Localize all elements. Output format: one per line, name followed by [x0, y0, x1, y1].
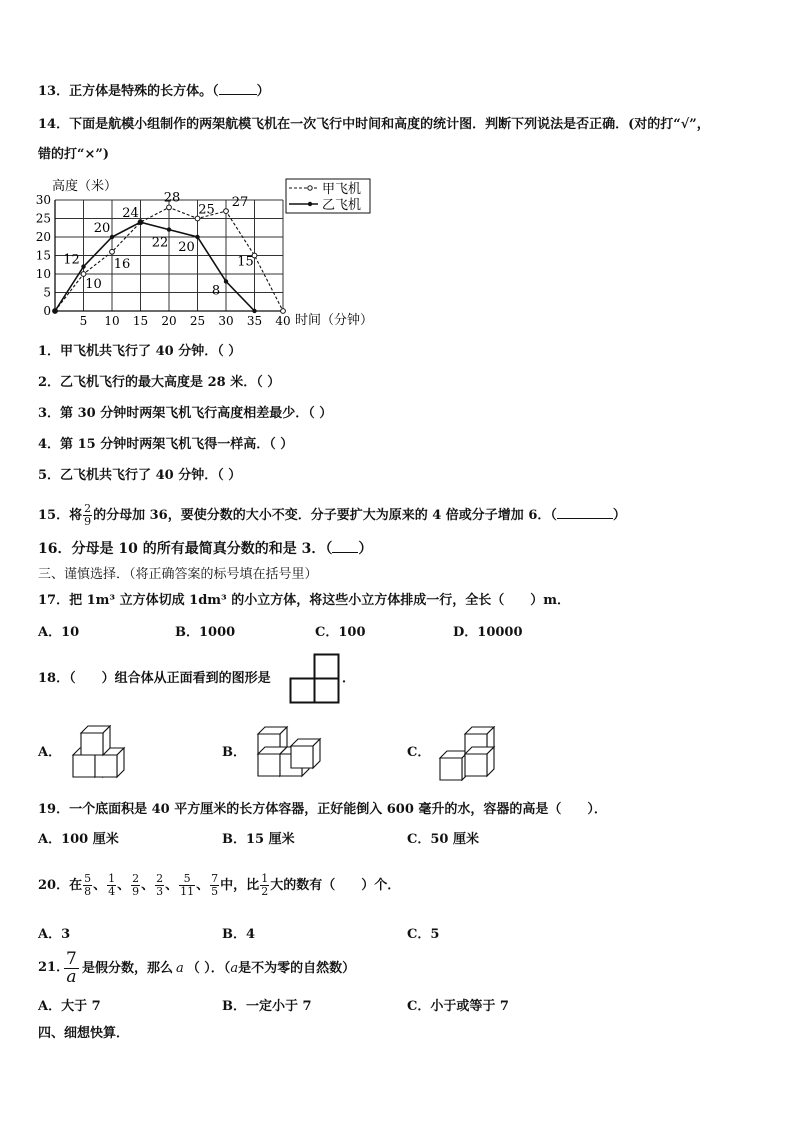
data-point [252, 309, 256, 313]
q21-paren: （ ）．（ [186, 961, 231, 976]
data-point [53, 309, 57, 313]
answer-blank[interactable] [219, 94, 257, 95]
front-view-figure [289, 653, 341, 705]
data-label: 25 [198, 202, 215, 218]
y-tick-label: 5 [43, 285, 51, 300]
legend-marker [308, 186, 312, 190]
fraction-denominator: 8 [84, 885, 92, 898]
flight-chart [30, 172, 390, 332]
q20-option-b[interactable]: B．4 [222, 927, 256, 942]
q21-option-c[interactable]: C．小于或等于 7 [407, 999, 509, 1014]
fraction-denominator: 11 [180, 885, 195, 898]
cube [291, 739, 320, 768]
y-tick-label: 10 [35, 267, 51, 281]
fraction [131, 873, 140, 898]
fraction [107, 873, 116, 898]
separator: 、 [93, 878, 107, 893]
q17-option-a[interactable]: A．10 [38, 625, 80, 640]
q21-pre: 是假分数，那么 [82, 961, 174, 976]
cube-figure-b [256, 726, 322, 778]
fraction-numerator: 1 [261, 872, 269, 885]
fraction-denominator: 2 [261, 885, 269, 898]
q19-option-c[interactable]: C．50 厘米 [407, 832, 479, 847]
question-14-line1: 14．下面是航模小组制作的两架航模飞机在一次飞行中时间和高度的统计图．判断下列说法是否正确．(对的打“√”， [38, 117, 710, 132]
fraction-denominator: 9 [84, 515, 92, 528]
data-point [110, 235, 114, 239]
fraction [179, 873, 195, 898]
cube [465, 747, 494, 776]
cube-figure-c [438, 726, 500, 782]
question-13-close: ） [256, 84, 270, 99]
data-label: 24 [122, 206, 139, 222]
fraction-numerator: 7 [211, 872, 219, 885]
q14-item-1: 1．甲飞机共飞行了 40 分钟．（ ） [38, 344, 242, 359]
q20-post: 大的数有（ ）个． [270, 878, 401, 893]
fraction-numerator: 7 [66, 949, 77, 969]
x-tick-label: 15 [132, 314, 149, 328]
q18-option-b[interactable]: B． [222, 745, 246, 760]
fraction-denominator: 5 [211, 885, 219, 898]
fraction-numerator: 2 [132, 872, 140, 885]
data-label: 28 [163, 190, 181, 206]
q19-option-b[interactable]: B．15 厘米 [222, 832, 295, 847]
fraction-numerator: 5 [179, 873, 195, 886]
q20-pre: 20．在 [38, 878, 83, 893]
data-point [195, 235, 199, 239]
separator: 、 [117, 878, 131, 893]
q16-text: 16．分母是 10 的所有最简真分数的和是 3．（ [38, 541, 333, 557]
y-tick-label: 20 [35, 230, 51, 244]
answer-blank[interactable] [557, 518, 613, 519]
fraction [260, 873, 269, 898]
cube [81, 726, 110, 755]
x-tick-label: 30 [218, 314, 234, 328]
data-label: 10 [85, 277, 102, 292]
q17-option-c[interactable]: C．100 [315, 625, 366, 640]
data-label: 8 [211, 283, 221, 299]
question-13 [38, 84, 270, 100]
y-tick-label: 15 [35, 248, 51, 263]
data-point [110, 249, 115, 254]
data-point [224, 279, 228, 283]
q15-post: 的分母加 36，要使分数的大小不变．分子要扩大为原来的 4 倍或分子增加 6．（ [93, 508, 557, 523]
section-4-heading: 四、细想快算． [38, 1026, 130, 1041]
q17-option-d[interactable]: D．10000 [453, 625, 523, 640]
data-label: 15 [237, 254, 254, 270]
y-axis-label: 高度（米） [52, 179, 118, 194]
data-label: 27 [231, 195, 249, 211]
x-axis-label: 时间（分钟） [295, 313, 374, 328]
legend-label: 甲飞机 [322, 182, 362, 197]
separator: 、 [165, 878, 179, 893]
x-tick-label: 25 [189, 314, 206, 328]
fraction [83, 503, 92, 528]
x-tick-label: 10 [104, 314, 120, 328]
data-point [224, 209, 229, 214]
fraction-numerator: 2 [84, 502, 92, 515]
question-19: 19．一个底面积是 40 平方厘米的长方体容器，正好能倒入 600 毫升的水，容器的高是（ ）． [38, 802, 607, 817]
y-tick-label: 25 [35, 211, 51, 226]
x-tick-label: 20 [161, 314, 177, 328]
q21-number: 21． [38, 960, 70, 975]
question-17: 17．把 1m³ 立方体切成 1dm³ 的小立方体，将这些小立方体排成一行，全长（ ）m． [38, 593, 571, 608]
fraction [83, 873, 92, 898]
data-point [167, 205, 172, 210]
q20-fraction-list [82, 872, 220, 898]
y-tick-label: 0 [43, 304, 51, 318]
data-label: 22 [151, 235, 169, 251]
question-13-text: 13．正方体是特殊的长方体。（ [38, 84, 219, 99]
q20-option-a[interactable]: A．3 [38, 927, 71, 942]
fraction-denominator: a [66, 967, 77, 987]
q17-option-b[interactable]: B．1000 [175, 625, 236, 640]
q15-pre: 15．将 [38, 508, 83, 523]
x-tick-label: 35 [246, 314, 263, 328]
data-label: 20 [93, 221, 111, 236]
x-tick-label: 5 [79, 314, 88, 328]
data-point [138, 220, 142, 224]
fraction-numerator: 2 [156, 872, 164, 885]
legend-marker [308, 202, 312, 206]
separator: 、 [196, 878, 210, 893]
q21-option-a[interactable]: A．大于 7 [38, 999, 101, 1014]
chart-legend [286, 179, 370, 213]
q14-item-4: 4．第 15 分钟时两架飞机飞得一样高．（ ） [38, 437, 294, 452]
x-tick-label: 40 [275, 314, 291, 328]
q14-item-2: 2．乙飞机飞行的最大高度是 28 米．（ ） [38, 375, 281, 390]
answer-blank[interactable] [332, 552, 358, 553]
legend-label: 乙飞机 [322, 198, 362, 213]
q20-option-c[interactable]: C．5 [407, 927, 440, 942]
fraction [155, 873, 164, 898]
question-14-line2: 错的打“×”) [38, 147, 109, 162]
q21-option-b[interactable]: B．一定小于 7 [222, 999, 312, 1014]
q18-option-c[interactable]: C． [407, 745, 431, 760]
question-15 [38, 503, 626, 528]
fraction [210, 873, 219, 898]
fraction-denominator: 4 [108, 885, 116, 898]
question-16 [38, 541, 372, 557]
q15-close: ） [612, 508, 626, 523]
fraction-denominator: 3 [156, 885, 164, 898]
cube-figure-a [70, 722, 132, 780]
data-point [281, 309, 286, 314]
fraction-numerator: 5 [84, 872, 92, 885]
data-label: 16 [113, 256, 131, 272]
q21-variable: a [230, 961, 239, 976]
y-tick-label: 30 [35, 193, 51, 207]
q21-post: 是不为零的自然数） [238, 961, 356, 976]
data-point [81, 272, 86, 277]
q20-mid: 中，比 [220, 878, 260, 893]
question-21 [82, 961, 355, 977]
data-label: 12 [63, 252, 80, 268]
data-point [81, 264, 85, 268]
q21-fraction [64, 951, 79, 986]
q16-close: ） [358, 541, 373, 557]
question-20 [38, 869, 400, 903]
q21-variable: a [176, 961, 184, 976]
q14-item-5: 5．乙飞机共飞行了 40 分钟．（ ） [38, 468, 242, 483]
separator: 、 [141, 878, 155, 893]
section-3-heading: 三、谨慎选择．（将正确答案的标号填在括号里） [38, 567, 318, 582]
q14-item-3: 3．第 30 分钟时两架飞机飞行高度相差最少．（ ） [38, 406, 333, 421]
q18-end: ． [342, 671, 356, 686]
fraction-denominator: 9 [132, 885, 140, 898]
data-point [167, 227, 171, 231]
q18-option-a[interactable]: A． [38, 745, 62, 760]
q19-option-a[interactable]: A．100 厘米 [38, 832, 119, 847]
fraction-numerator: 1 [108, 872, 116, 885]
question-18: 18．（ ）组合体从正面看到的图形是 [38, 671, 271, 686]
data-label: 20 [178, 240, 195, 255]
